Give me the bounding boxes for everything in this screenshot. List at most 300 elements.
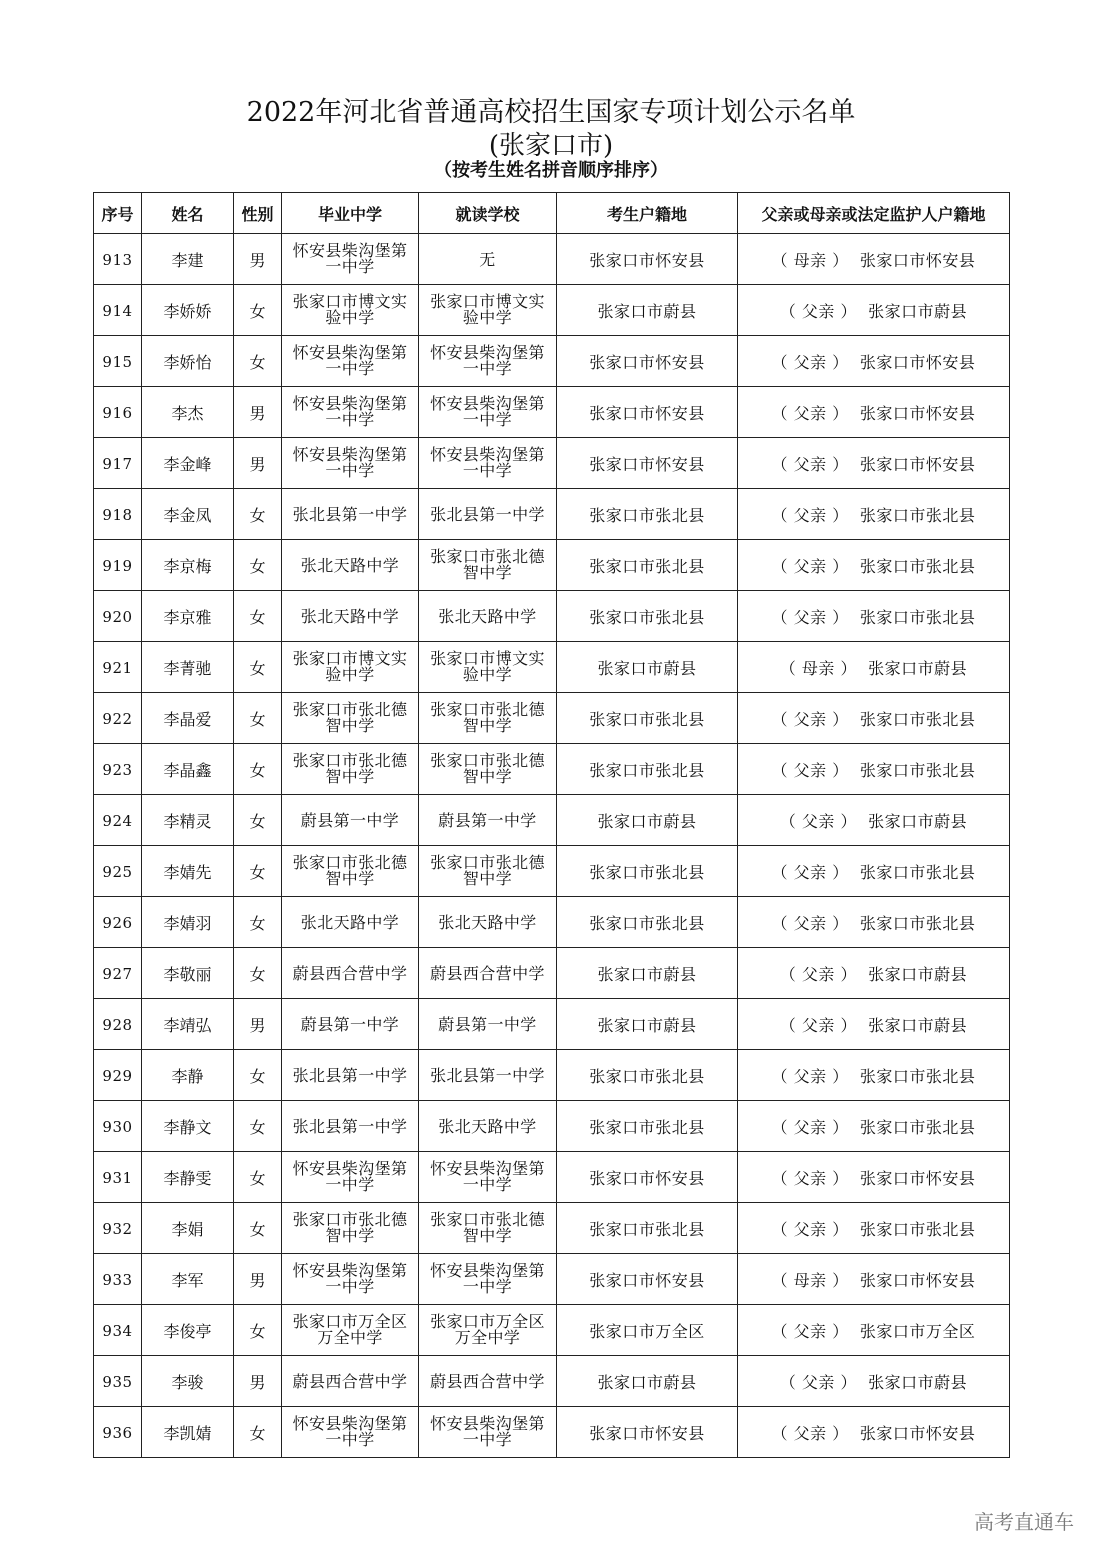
cell-graduated-school xyxy=(282,336,419,387)
cell-guardian-residence: （ 父亲 ） 张家口市张北县 xyxy=(738,540,1010,591)
graduated-school-text: 怀安县柴沟堡第一中学 xyxy=(292,393,408,429)
cell-graduated-school xyxy=(282,1254,419,1305)
cell-student-residence xyxy=(557,1101,738,1152)
student-residence-text: 张家口市张北县 xyxy=(589,1219,705,1239)
cell-name xyxy=(142,999,234,1050)
name-text: 李骏 xyxy=(171,1372,204,1392)
cell-guardian-residence: （ 父亲 ） 张家口市蔚县 xyxy=(738,795,1010,846)
cell-guardian-residence: （ 父亲 ） 张家口市怀安县 xyxy=(738,387,1010,438)
graduated-school-text: 蔚县第一中学 xyxy=(300,1014,400,1034)
cell-current-school xyxy=(419,693,557,744)
cell-gender xyxy=(234,897,282,948)
cell-current-school xyxy=(419,642,557,693)
cell-graduated-school xyxy=(282,1203,419,1254)
cell-seq xyxy=(94,438,142,489)
cell-current-school xyxy=(419,1101,557,1152)
cell-gender xyxy=(234,1050,282,1101)
name-text: 李婧羽 xyxy=(163,913,212,933)
seq-text: 928 xyxy=(102,1015,133,1034)
gender-text: 女 xyxy=(249,607,266,627)
cell-seq xyxy=(94,234,142,285)
guardian-place: 张家口市怀安县 xyxy=(859,1423,976,1443)
cell-guardian-residence: （ 父亲 ） 张家口市张北县 xyxy=(738,846,1010,897)
table-row xyxy=(94,744,1010,795)
current-school-text: 张家口市张北德智中学 xyxy=(430,699,545,735)
seq-text: 934 xyxy=(102,1321,133,1340)
current-school-text: 怀安县柴沟堡第一中学 xyxy=(430,444,545,480)
cell-current-school xyxy=(419,1407,557,1458)
name-text: 李娇怡 xyxy=(163,352,212,372)
cell-current-school xyxy=(419,234,557,285)
cell-gender xyxy=(234,387,282,438)
graduated-school-text: 张北县第一中学 xyxy=(292,1116,408,1136)
table-row xyxy=(94,897,1010,948)
table-row xyxy=(94,591,1010,642)
guardian-relation: 母亲 xyxy=(793,1270,827,1290)
cell-seq xyxy=(94,1254,142,1305)
cell-seq xyxy=(94,1101,142,1152)
table-row xyxy=(94,540,1010,591)
cell-graduated-school xyxy=(282,285,419,336)
guardian-relation: 父亲 xyxy=(793,1219,827,1239)
gender-text: 女 xyxy=(249,505,266,525)
cell-name xyxy=(142,438,234,489)
cell-graduated-school xyxy=(282,897,419,948)
name-text: 李靖弘 xyxy=(163,1015,212,1035)
guardian-relation: 父亲 xyxy=(793,1117,827,1137)
cell-gender xyxy=(234,438,282,489)
graduated-school-text: 张家口市博文实验中学 xyxy=(292,291,408,327)
cell-current-school xyxy=(419,489,557,540)
cell-guardian-residence: （ 父亲 ） 张家口市张北县 xyxy=(738,744,1010,795)
seq-text: 929 xyxy=(102,1066,133,1085)
graduated-school-text: 张家口市万全区万全中学 xyxy=(292,1311,408,1347)
cell-seq xyxy=(94,285,142,336)
cell-name xyxy=(142,1407,234,1458)
cell-name xyxy=(142,387,234,438)
table-row xyxy=(94,693,1010,744)
cell-current-school xyxy=(419,1305,557,1356)
graduated-school-text: 张家口市张北德智中学 xyxy=(292,750,408,786)
header-seq: 序号 xyxy=(94,193,142,234)
name-text: 李菁驰 xyxy=(163,658,212,678)
seq-text: 914 xyxy=(102,301,133,320)
seq-text: 915 xyxy=(102,352,133,371)
guardian-place: 张家口市张北县 xyxy=(859,1219,976,1239)
cell-student-residence xyxy=(557,489,738,540)
current-school-text: 怀安县柴沟堡第一中学 xyxy=(430,1158,545,1194)
cell-gender xyxy=(234,948,282,999)
cell-seq xyxy=(94,1407,142,1458)
student-residence-text: 张家口市张北县 xyxy=(589,709,705,729)
gender-text: 女 xyxy=(249,862,266,882)
cell-graduated-school xyxy=(282,846,419,897)
cell-student-residence xyxy=(557,438,738,489)
guardian-relation: 父亲 xyxy=(801,1015,835,1035)
student-residence-text: 张家口市怀安县 xyxy=(589,1270,705,1290)
student-residence-text: 张家口市怀安县 xyxy=(589,403,705,423)
table-row xyxy=(94,795,1010,846)
cell-guardian-residence: （ 父亲 ） 张家口市蔚县 xyxy=(738,285,1010,336)
guardian-place: 张家口市万全区 xyxy=(859,1321,976,1341)
cell-name xyxy=(142,897,234,948)
graduated-school-text: 蔚县西合营中学 xyxy=(292,1371,408,1391)
cell-seq xyxy=(94,999,142,1050)
cell-guardian-residence: （ 父亲 ） 张家口市张北县 xyxy=(738,1050,1010,1101)
current-school-text: 无 xyxy=(479,249,496,269)
table-row xyxy=(94,1152,1010,1203)
cell-graduated-school xyxy=(282,387,419,438)
guardian-place: 张家口市怀安县 xyxy=(859,1270,976,1290)
seq-text: 936 xyxy=(102,1423,133,1442)
graduated-school-text: 怀安县柴沟堡第一中学 xyxy=(292,1413,408,1449)
guardian-place: 张家口市蔚县 xyxy=(868,1372,968,1392)
seq-text: 932 xyxy=(102,1219,133,1238)
cell-student-residence xyxy=(557,591,738,642)
cell-current-school xyxy=(419,795,557,846)
seq-text: 935 xyxy=(102,1372,133,1391)
seq-text: 921 xyxy=(102,658,133,677)
cell-gender xyxy=(234,1305,282,1356)
name-text: 李静 xyxy=(171,1066,204,1086)
cell-name xyxy=(142,1203,234,1254)
table-row xyxy=(94,948,1010,999)
graduated-school-text: 怀安县柴沟堡第一中学 xyxy=(292,1260,408,1296)
student-residence-text: 张家口市怀安县 xyxy=(589,250,705,270)
cell-student-residence xyxy=(557,1254,738,1305)
cell-seq xyxy=(94,795,142,846)
seq-text: 930 xyxy=(102,1117,133,1136)
table-row xyxy=(94,234,1010,285)
guardian-place: 张家口市张北县 xyxy=(859,607,976,627)
cell-current-school xyxy=(419,540,557,591)
cell-current-school xyxy=(419,846,557,897)
graduated-school-text: 张北天路中学 xyxy=(300,606,400,626)
gender-text: 女 xyxy=(249,556,266,576)
header-name: 姓名 xyxy=(142,193,234,234)
cell-name xyxy=(142,744,234,795)
current-school-text: 蔚县西合营中学 xyxy=(430,963,545,983)
cell-gender xyxy=(234,336,282,387)
guardian-place: 张家口市蔚县 xyxy=(868,811,968,831)
cell-seq xyxy=(94,897,142,948)
cell-current-school xyxy=(419,336,557,387)
guardian-place: 张家口市张北县 xyxy=(859,913,976,933)
cell-student-residence xyxy=(557,1356,738,1407)
table-header-row xyxy=(94,193,1010,234)
name-text: 李俊亭 xyxy=(163,1321,212,1341)
current-school-text: 张家口市张北德智中学 xyxy=(430,546,545,582)
gender-text: 女 xyxy=(249,1168,266,1188)
current-school-text: 张家口市万全区万全中学 xyxy=(430,1311,545,1347)
cell-student-residence xyxy=(557,999,738,1050)
guardian-relation: 父亲 xyxy=(793,454,827,474)
cell-current-school xyxy=(419,948,557,999)
student-residence-text: 张家口市怀安县 xyxy=(589,352,705,372)
cell-gender xyxy=(234,1254,282,1305)
student-residence-text: 张家口市张北县 xyxy=(589,862,705,882)
guardian-relation: 母亲 xyxy=(793,250,827,270)
gender-text: 女 xyxy=(249,760,266,780)
guardian-relation: 父亲 xyxy=(793,352,827,372)
cell-seq xyxy=(94,336,142,387)
cell-guardian-residence: （ 父亲 ） 张家口市怀安县 xyxy=(738,1407,1010,1458)
guardian-relation: 父亲 xyxy=(793,1168,827,1188)
gender-text: 女 xyxy=(249,1117,266,1137)
guardian-relation: 父亲 xyxy=(793,403,827,423)
cell-seq xyxy=(94,642,142,693)
cell-graduated-school xyxy=(282,693,419,744)
cell-name xyxy=(142,285,234,336)
seq-text: 927 xyxy=(102,964,133,983)
guardian-place: 张家口市张北县 xyxy=(859,505,976,525)
cell-gender xyxy=(234,693,282,744)
cell-guardian-residence: （ 父亲 ） 张家口市张北县 xyxy=(738,591,1010,642)
seq-text: 933 xyxy=(102,1270,133,1289)
roster-table xyxy=(93,192,1010,1458)
student-residence-text: 张家口市张北县 xyxy=(589,607,705,627)
guardian-relation: 父亲 xyxy=(793,1423,827,1443)
student-residence-text: 张家口市张北县 xyxy=(589,760,705,780)
cell-name xyxy=(142,591,234,642)
cell-student-residence xyxy=(557,795,738,846)
cell-graduated-school xyxy=(282,489,419,540)
cell-name xyxy=(142,948,234,999)
gender-text: 女 xyxy=(249,1321,266,1341)
current-school-text: 蔚县第一中学 xyxy=(438,810,537,830)
cell-graduated-school xyxy=(282,1407,419,1458)
cell-seq xyxy=(94,540,142,591)
header-current-school: 就读学校 xyxy=(419,193,557,234)
seq-text: 922 xyxy=(102,709,133,728)
cell-gender xyxy=(234,999,282,1050)
table-row xyxy=(94,999,1010,1050)
table-row xyxy=(94,336,1010,387)
seq-text: 920 xyxy=(102,607,133,626)
gender-text: 男 xyxy=(249,454,266,474)
seq-text: 919 xyxy=(102,556,133,575)
guardian-place: 张家口市怀安县 xyxy=(859,352,976,372)
name-text: 李婧先 xyxy=(163,862,212,882)
guardian-relation: 父亲 xyxy=(793,1066,827,1086)
name-text: 李娟 xyxy=(171,1219,204,1239)
table-row xyxy=(94,387,1010,438)
graduated-school-text: 张家口市张北德智中学 xyxy=(292,699,408,735)
seq-text: 923 xyxy=(102,760,133,779)
gender-text: 女 xyxy=(249,709,266,729)
cell-graduated-school xyxy=(282,744,419,795)
name-text: 李建 xyxy=(171,250,204,270)
cell-current-school xyxy=(419,387,557,438)
name-text: 李金凤 xyxy=(163,505,212,525)
graduated-school-text: 张北县第一中学 xyxy=(292,504,408,524)
cell-guardian-residence: （ 父亲 ） 张家口市万全区 xyxy=(738,1305,1010,1356)
name-text: 李凯婧 xyxy=(163,1423,212,1443)
student-residence-text: 张家口市蔚县 xyxy=(597,964,697,984)
guardian-place: 张家口市蔚县 xyxy=(868,301,968,321)
cell-student-residence xyxy=(557,1203,738,1254)
guardian-relation: 父亲 xyxy=(793,556,827,576)
name-text: 李京梅 xyxy=(163,556,212,576)
seq-text: 918 xyxy=(102,505,133,524)
cell-student-residence xyxy=(557,642,738,693)
current-school-text: 张北天路中学 xyxy=(438,912,537,932)
student-residence-text: 张家口市蔚县 xyxy=(597,658,697,678)
student-residence-text: 张家口市怀安县 xyxy=(589,1168,705,1188)
student-residence-text: 张家口市张北县 xyxy=(589,1066,705,1086)
seq-text: 917 xyxy=(102,454,133,473)
cell-gender xyxy=(234,1152,282,1203)
graduated-school-text: 张北县第一中学 xyxy=(292,1065,408,1085)
table-row xyxy=(94,285,1010,336)
cell-graduated-school xyxy=(282,642,419,693)
guardian-place: 张家口市蔚县 xyxy=(868,658,968,678)
cell-guardian-residence: （ 父亲 ） 张家口市怀安县 xyxy=(738,438,1010,489)
graduated-school-text: 怀安县柴沟堡第一中学 xyxy=(292,1158,408,1194)
cell-gender xyxy=(234,1407,282,1458)
current-school-text: 怀安县柴沟堡第一中学 xyxy=(430,393,545,429)
cell-gender xyxy=(234,540,282,591)
cell-current-school xyxy=(419,591,557,642)
cell-gender xyxy=(234,489,282,540)
cell-graduated-school xyxy=(282,1101,419,1152)
cell-current-school xyxy=(419,999,557,1050)
name-text: 李金峰 xyxy=(163,454,212,474)
cell-student-residence xyxy=(557,285,738,336)
student-residence-text: 张家口市蔚县 xyxy=(597,811,697,831)
cell-student-residence xyxy=(557,234,738,285)
current-school-text: 张家口市张北德智中学 xyxy=(430,1209,545,1245)
guardian-place: 张家口市张北县 xyxy=(859,556,976,576)
table-row xyxy=(94,489,1010,540)
current-school-text: 怀安县柴沟堡第一中学 xyxy=(430,1413,545,1449)
table-row xyxy=(94,1305,1010,1356)
guardian-place: 张家口市怀安县 xyxy=(859,250,976,270)
graduated-school-text: 张家口市张北德智中学 xyxy=(292,1209,408,1245)
gender-text: 男 xyxy=(249,250,266,270)
cell-student-residence xyxy=(557,846,738,897)
cell-name xyxy=(142,846,234,897)
gender-text: 男 xyxy=(249,1372,266,1392)
cell-guardian-residence: （ 父亲 ） 张家口市张北县 xyxy=(738,1101,1010,1152)
name-text: 李敬丽 xyxy=(163,964,212,984)
gender-text: 女 xyxy=(249,1423,266,1443)
gender-text: 男 xyxy=(249,1015,266,1035)
table-row xyxy=(94,846,1010,897)
guardian-relation: 父亲 xyxy=(793,1321,827,1341)
gender-text: 男 xyxy=(249,403,266,423)
cell-gender xyxy=(234,642,282,693)
cell-name xyxy=(142,795,234,846)
cell-guardian-residence: （ 母亲 ） 张家口市蔚县 xyxy=(738,642,1010,693)
cell-gender xyxy=(234,591,282,642)
graduated-school-text: 怀安县柴沟堡第一中学 xyxy=(292,342,408,378)
watermark: 高考直通车 xyxy=(974,1510,1074,1534)
student-residence-text: 张家口市张北县 xyxy=(589,1117,705,1137)
cell-gender xyxy=(234,795,282,846)
guardian-place: 张家口市怀安县 xyxy=(859,1168,976,1188)
seq-text: 926 xyxy=(102,913,133,932)
guardian-relation: 父亲 xyxy=(801,301,835,321)
current-school-text: 张家口市张北德智中学 xyxy=(430,852,545,888)
cell-student-residence xyxy=(557,336,738,387)
seq-text: 931 xyxy=(102,1168,133,1187)
cell-current-school xyxy=(419,1356,557,1407)
cell-current-school xyxy=(419,744,557,795)
cell-gender xyxy=(234,744,282,795)
cell-current-school xyxy=(419,1254,557,1305)
cell-student-residence xyxy=(557,387,738,438)
guardian-relation: 父亲 xyxy=(793,505,827,525)
seq-text: 916 xyxy=(102,403,133,422)
student-residence-text: 张家口市张北县 xyxy=(589,505,705,525)
cell-guardian-residence: （ 母亲 ） 张家口市怀安县 xyxy=(738,234,1010,285)
cell-gender xyxy=(234,846,282,897)
gender-text: 女 xyxy=(249,811,266,831)
cell-seq xyxy=(94,387,142,438)
guardian-place: 张家口市蔚县 xyxy=(868,964,968,984)
cell-student-residence xyxy=(557,693,738,744)
current-school-text: 蔚县第一中学 xyxy=(438,1014,537,1034)
cell-name xyxy=(142,1050,234,1101)
seq-text: 913 xyxy=(102,250,133,269)
guardian-relation: 父亲 xyxy=(801,811,835,831)
cell-graduated-school xyxy=(282,1356,419,1407)
name-text: 李精灵 xyxy=(163,811,212,831)
cell-guardian-residence: （ 母亲 ） 张家口市怀安县 xyxy=(738,1254,1010,1305)
gender-text: 女 xyxy=(249,301,266,321)
cell-graduated-school xyxy=(282,234,419,285)
current-school-text: 张家口市博文实验中学 xyxy=(430,648,545,684)
cell-seq xyxy=(94,1356,142,1407)
gender-text: 男 xyxy=(249,1270,266,1290)
cell-graduated-school xyxy=(282,1305,419,1356)
cell-guardian-residence: （ 父亲 ） 张家口市张北县 xyxy=(738,489,1010,540)
cell-name xyxy=(142,1101,234,1152)
cell-guardian-residence: （ 父亲 ） 张家口市蔚县 xyxy=(738,1356,1010,1407)
guardian-place: 张家口市张北县 xyxy=(859,1066,976,1086)
guardian-relation: 父亲 xyxy=(801,964,835,984)
guardian-relation: 父亲 xyxy=(793,607,827,627)
table-row xyxy=(94,1254,1010,1305)
cell-seq xyxy=(94,846,142,897)
cell-graduated-school xyxy=(282,948,419,999)
cell-seq xyxy=(94,1203,142,1254)
cell-gender xyxy=(234,1356,282,1407)
graduated-school-text: 蔚县第一中学 xyxy=(300,810,400,830)
table-row xyxy=(94,1356,1010,1407)
name-text: 李京雅 xyxy=(163,607,212,627)
sort-note: （按考生姓名拼音顺序排序） xyxy=(434,160,668,181)
cell-name xyxy=(142,642,234,693)
document-title: 2022年河北省普通高校招生国家专项计划公示名单 xyxy=(246,97,856,128)
gender-text: 女 xyxy=(249,1066,266,1086)
student-residence-text: 张家口市怀安县 xyxy=(589,1423,705,1443)
student-residence-text: 张家口市张北县 xyxy=(589,913,705,933)
cell-gender xyxy=(234,285,282,336)
cell-graduated-school xyxy=(282,540,419,591)
guardian-place: 张家口市蔚县 xyxy=(868,1015,968,1035)
seq-text: 924 xyxy=(102,811,133,830)
cell-seq xyxy=(94,1305,142,1356)
student-residence-text: 张家口市万全区 xyxy=(589,1321,705,1341)
cell-seq xyxy=(94,693,142,744)
graduated-school-text: 怀安县柴沟堡第一中学 xyxy=(292,444,408,480)
header-student-residence: 考生户籍地 xyxy=(557,193,738,234)
cell-seq xyxy=(94,948,142,999)
cell-name xyxy=(142,1305,234,1356)
cell-gender xyxy=(234,1203,282,1254)
